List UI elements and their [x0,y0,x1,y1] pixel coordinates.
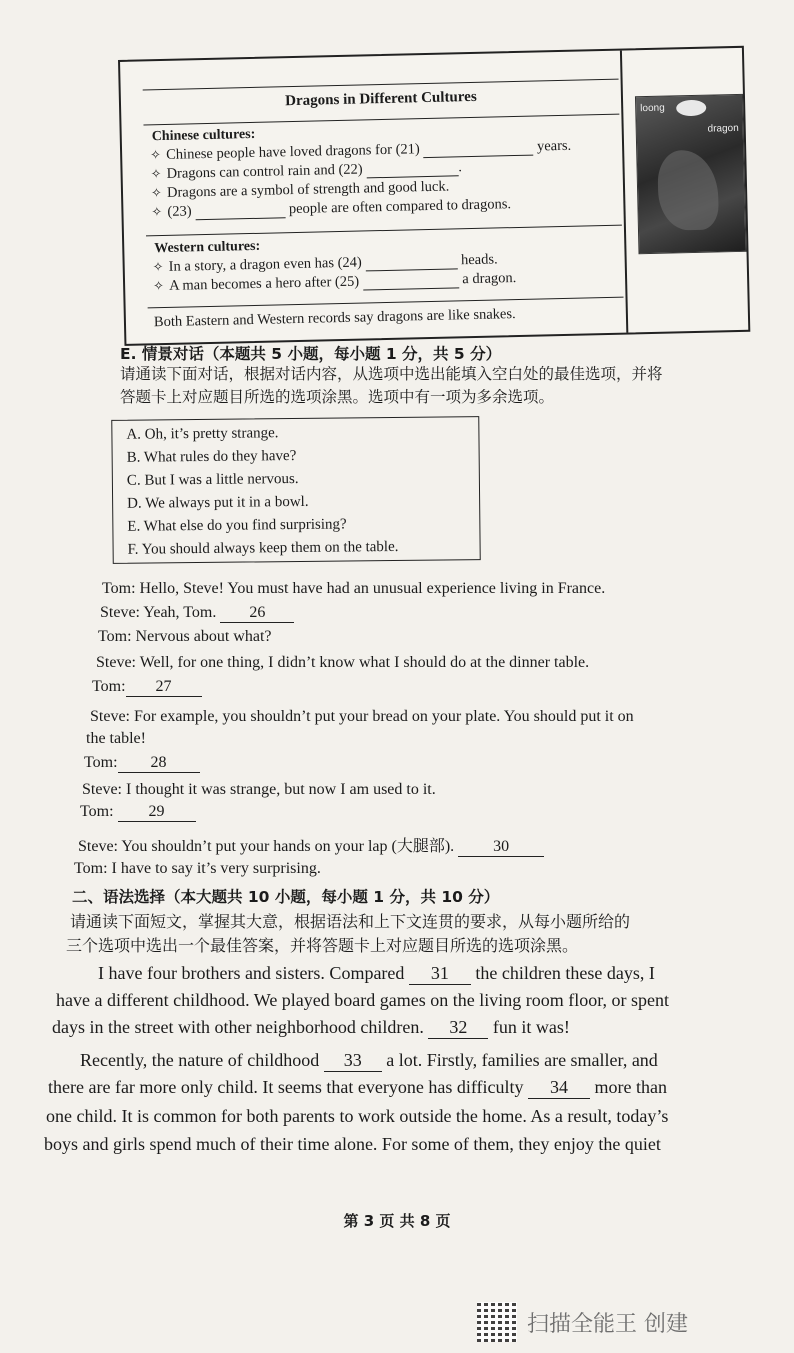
option-c[interactable]: C. But I was a little nervous. [126,470,299,489]
diamond-icon: ✧ [150,166,162,182]
grammar-heading: 二、语法选择（本大题共 10 小题，每小题 1 分，共 10 分） [72,888,500,906]
section-e-heading: E. 情景对话（本题共 5 小题，每小题 1 分，共 5 分） [120,345,502,363]
options-box [111,416,480,564]
scanner-watermark: 扫描全能王 创建 [527,1312,688,1337]
grammar-instruction-2: 三个选项中选出一个最佳答案，并将答题卡上对应题目所选的选项涂黑。 [66,936,579,955]
passage-line-5: there are far more only child. It seems that everyone has difficulty 34 more than [48,1077,667,1097]
grammar-instruction-1: 请通读下面短文，掌握其大意，根据语法和上下文连贯的要求，从每小题所给的 [70,912,631,931]
passage-line-4: Recently, the nature of childhood 33 a lot. Firstly, families are smaller, and [80,1050,658,1070]
western-cultures-cell [146,227,623,309]
answer-blank-27[interactable]: 27 [126,678,202,697]
dragon-figure-icon [657,149,719,230]
option-b[interactable]: B. What rules do they have? [126,447,297,466]
option-d[interactable]: D. We always put it in a bowl. [127,493,309,512]
dialogue-line-11: Tom: I have to say it’s very surprising. [74,860,321,877]
answer-blank-29[interactable]: 29 [118,803,196,822]
dialogue-line-2: Steve: Yeah, Tom. 26 [100,604,294,623]
diamond-icon: ✧ [151,204,163,220]
qr-code-icon [477,1302,517,1342]
passage-line-3: days in the street with other neighborhood children. 32 fun it was! [52,1017,570,1037]
western-item-25: ✧ A man becomes a hero after (25) a dragon. [152,270,517,294]
dialogue-line-6a: Steve: For example, you shouldn’t put your bread on your plate. You should put it on [90,708,634,725]
chinese-item-symbol: ✧ Dragons are a symbol of strength and good luck. [150,178,450,201]
passage-line-7: boys and girls spend much of their time alone. For some of them, they enjoy the quiet [44,1134,661,1154]
blank-21[interactable] [423,141,533,158]
dragon-culture-table [118,46,750,346]
answer-blank-26[interactable]: 26 [220,604,294,623]
blank-23[interactable] [195,203,285,220]
dialogue-line-9: Tom: 29 [80,803,196,822]
answer-blank-30[interactable]: 30 [458,838,544,857]
diamond-icon: ✧ [149,147,162,163]
dragon-picture [635,94,747,254]
passage-line-2: have a different childhood. We played board games on the living room floor, or spent [56,990,670,1010]
table-image-column [622,48,748,333]
option-e[interactable]: E. What else do you find surprising? [127,516,347,535]
table-left-column [120,51,628,344]
chinese-cultures-heading: Chinese cultures: [151,126,256,145]
western-cultures-heading: Western cultures: [154,238,261,257]
chinese-item-21: ✧ Chinese people have loved dragons for (21) years. [149,137,572,163]
chinese-item-23: ✧ (23) people are often compared to dragons. [151,196,512,220]
blank-25[interactable] [363,273,459,290]
image-label-dragon: dragon [707,122,739,135]
passage-line-6: one child. It is common for both parents to work outside the home. As a result, today’s [46,1106,669,1126]
option-a[interactable]: A. Oh, it’s pretty strange. [126,425,279,443]
answer-blank-32[interactable]: 32 [428,1017,488,1039]
chinese-cultures-cell [143,115,621,237]
chinese-item-22: ✧ Dragons can control rain and (22) . [150,159,463,182]
blank-24[interactable] [365,254,457,271]
image-label-loong: loong [640,102,665,115]
diamond-icon: ✧ [150,185,163,201]
option-f[interactable]: F. You should always keep them on the table. [127,538,399,558]
dialogue-line-5: Tom: 27 [92,678,202,697]
western-item-24: ✧ In a story, a dragon even has (24) heads. [152,251,498,275]
dialogue-line-6b: the table! [86,730,146,747]
answer-blank-31[interactable]: 31 [409,963,471,985]
answer-blank-34[interactable]: 34 [528,1077,590,1099]
dialogue-line-8: Steve: I thought it was strange, but now I am used to it. [82,781,436,798]
answer-blank-28[interactable]: 28 [118,754,200,773]
table-title: Dragons in Different Cultures [285,88,477,110]
dialogue-line-1: Tom: Hello, Steve! You must have had an unusual experience living in France. [102,580,606,597]
section-e-instruction-2: 答题卡上对应题目所选的选项涂黑。选项中有一项为多余选项。 [120,388,555,406]
dialogue-line-10: Steve: You shouldn’t put your hands on your lap (大腿部). 30 [78,833,544,857]
speech-bubble-icon [676,100,706,117]
diamond-icon: ✧ [152,259,164,275]
diamond-icon: ✧ [152,278,165,294]
dialogue-line-7: Tom: 28 [84,754,200,773]
answer-blank-33[interactable]: 33 [324,1050,382,1072]
blank-22[interactable] [366,161,458,178]
passage-line-1: I have four brothers and sisters. Compared 31 the children these days, I [98,963,655,983]
table-footer-text: Both Eastern and Western records say dragons are like snakes. [153,306,516,331]
page-number: 第 3 页 共 8 页 [343,1212,451,1230]
dialogue-line-4: Steve: Well, for one thing, I didn’t know what I should do at the dinner table. [96,654,590,671]
section-e-instruction-1: 请通读下面对话，根据对话内容，从选项中选出能填入空白处的最佳选项，并将 [120,365,663,383]
dialogue-line-3: Tom: Nervous about what? [98,628,272,645]
